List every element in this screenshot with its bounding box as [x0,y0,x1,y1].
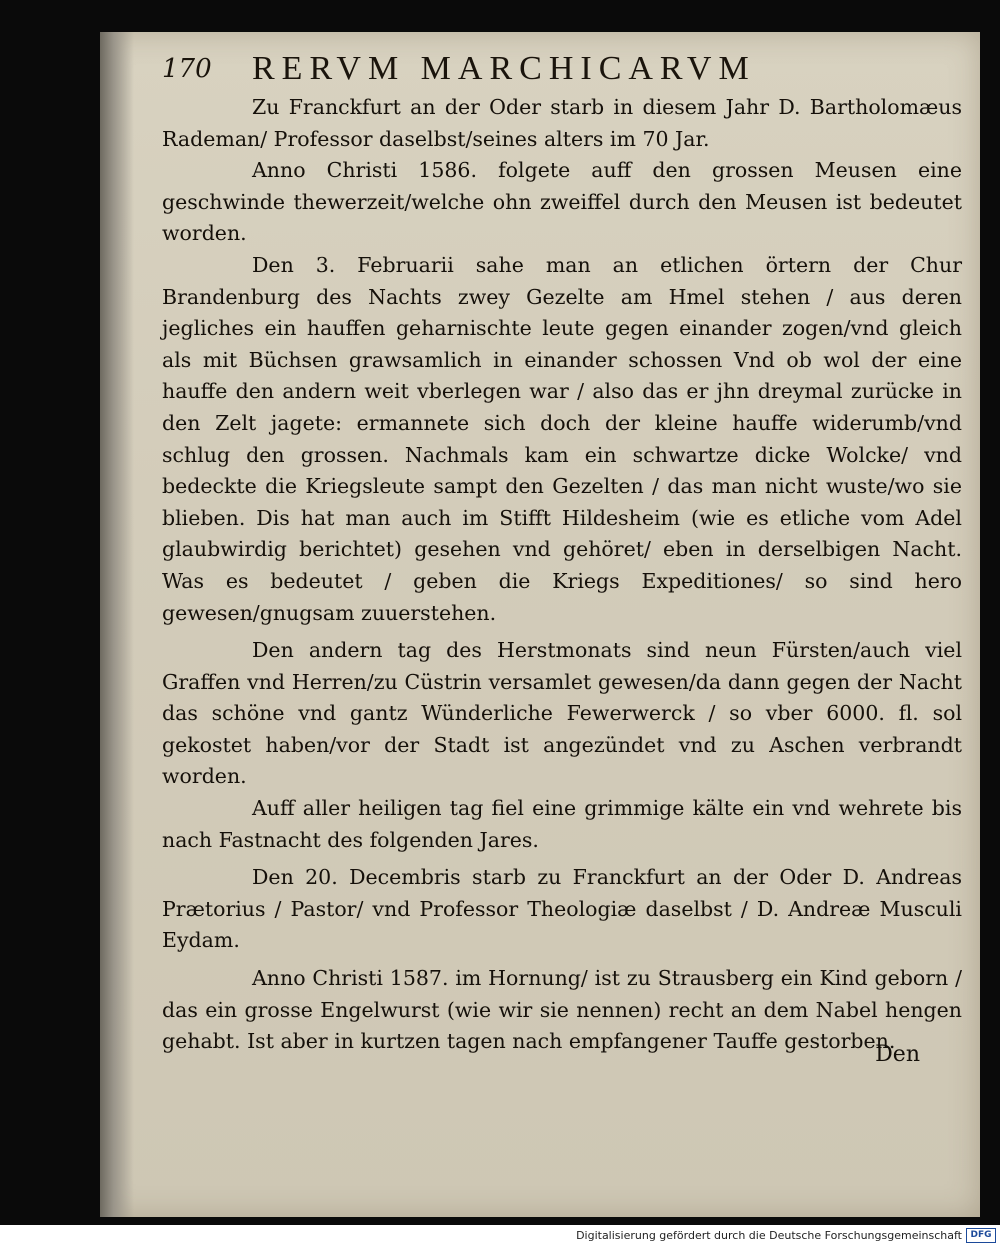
paragraph-herbstmonat: Den andern tag des Herstmonats sind neun Fürsten/auch viel Graffen vnd Herren/zu Cüstrin versamlet gewesen/da dann gegen der Nacht das schöne vnd gantz Wünderliche Fewerwerck / so vber 6000. fl. sol gekostet haben/vor der Stadt ist angezündet vnd zu Aschen verbrandt worden. [162,638,962,789]
footer-credit: Digitalisierung gefördert durch die Deutsche Forschungsgemeinschaft [576,1229,962,1242]
page-number: 170 [162,54,212,84]
paragraph-decembris: Den 20. Decembris starb zu Franckfurt an der Oder D. Andreas Prætorius / Pastor/ vnd Professor Theologiæ daselbst / D. Andreæ Musculi Eydam. [162,865,962,953]
page-body [162,92,962,1058]
paragraph-rademan: Zu Franckfurt an der Oder starb in diesem Jahr D. Bartholomæus Rademan/ Professor daselbst/seines alters im 70 Jar. [162,95,962,151]
footer-bar [0,1225,1000,1247]
paragraph-heiligen-tag: Auff aller heiligen tag fiel eine grimmige kälte ein vnd wehrete bis nach Fastnacht des folgenden Jares. [162,796,962,852]
paragraph-1586: Anno Christi 1586. folgete auff den grossen Meusen eine geschwinde thewerzeit/welche ohn zweiffel durch den Meusen ist bedeutet worden. [162,158,962,246]
book-page [100,32,980,1217]
paragraph-1587: Anno Christi 1587. im Hornung/ ist zu Strausberg ein Kind geborn / das ein grosse Engelwurst (wie wir sie nennen) recht an dem Nabel hengen gehabt. Ist aber in kurtzen tagen nach empfangener Tauffe gestorben. [162,966,962,1054]
page-header [162,50,952,90]
running-head: RERVM MARCHICARVM [252,50,756,87]
dfg-logo-icon: DFG [966,1228,996,1243]
paragraph-februarii: Den 3. Februarii sahe man an etlichen örtern der Chur Brandenburg des Nachts zwey Gezelte am Hmel stehen / aus deren jegliches ein hauffen geharnischte leute gegen einander zogen/vnd gleich als mit Büchsen grawsamlich in einander schossen Vnd ob wol der eine hauffe den andern weit vberlegen war / also das er jhn dreymal zurücke in den Zelt jagete: ermannete sich doch der kleine hauffe widerumb/vnd schlug den grossen. Nachmals kam ein schwartze dicke Wolcke/ vnd bedeckte die Kriegsleute sampt den Gezelten / das man nicht wuste/wo sie blieben. Dis hat man auch im Stifft Hildesheim (wie es etliche vom Adel glaubwirdig berichtet) gesehen vnd gehöret/ eben in derselbigen Nacht. Was es bedeutet / geben die Kriegs Expeditiones/ so sind hero gewesen/gnugsam zuuerstehen. [162,252,962,625]
page-gutter-shadow [100,32,134,1217]
catchword: Den [875,1042,920,1067]
